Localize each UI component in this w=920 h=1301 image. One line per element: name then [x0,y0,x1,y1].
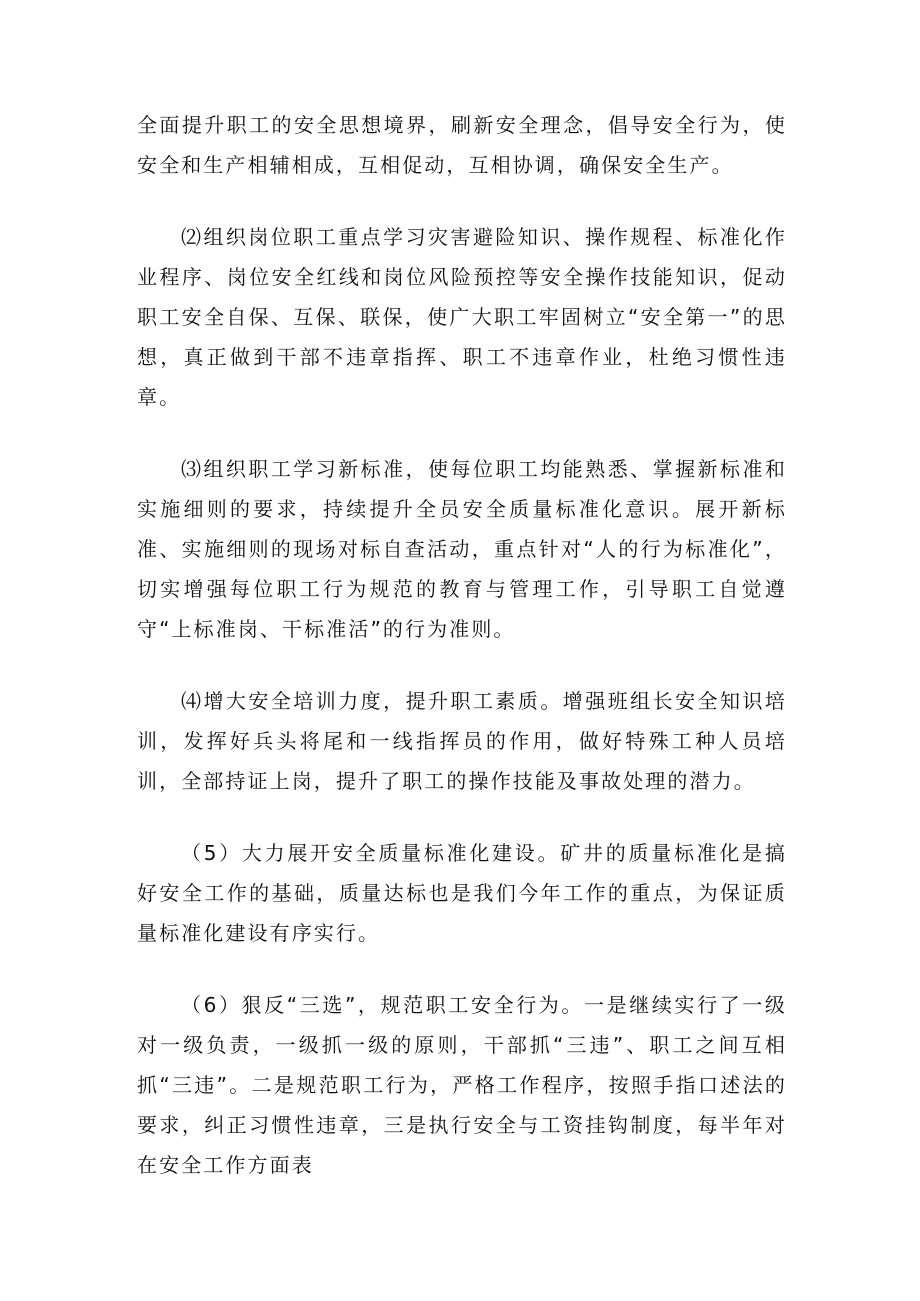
paragraph-continuation: 全面提升职工的安全思想境界，刷新安全理念，倡导安全行为，使安全和生产相辅相成，互相促动，互相协调，确保安全生产。 [137,113,787,177]
paragraph-item-6: （6）狠反“三选”，规范职工安全行为。一是继续实行了一级对一级负责，一级抓一级的原则，干部抓“三违”、职工之间互相抓“三违”。二是规范职工行为，严格工作程序，按照手指口述法的要求，纠正习惯性违章，三是执行安全与工资挂钩制度，每半年对在安全工作方面表 [137,993,787,1177]
document-body [137,105,787,1185]
paragraph-item-3: ⑶组织职工学习新标准，使每位职工均能熟悉、掌握新标准和实施细则的要求，持续提升全员安全质量标准化意识。展开新标准、实施细则的现场对标自查活动，重点针对“人的行为标准化”，切实增强每位职工行为规范的教育与管理工作，引导职工自觉遵守“上标准岗、干标准活”的行为准则。 [137,457,787,641]
paragraph-item-4: ⑷增大安全培训力度，提升职工素质。增强班组长安全知识培训，发挥好兵头将尾和一线指挥员的作用，做好特殊工种人员培训，全部持证上岗，提升了职工的操作技能及事故处理的潜力。 [137,689,787,793]
paragraph-item-2: ⑵组织岗位职工重点学习灾害避险知识、操作规程、标准化作业程序、岗位安全红线和岗位风险预控等安全操作技能知识，促动职工安全自保、互保、联保，使广大职工牢固树立“安全第一”的思想，真正做到干部不违章指挥、职工不违章作业，杜绝习惯性违章。 [137,225,787,409]
paragraph-item-5: （5）大力展开安全质量标准化建设。矿井的质量标准化是搞好安全工作的基础，质量达标也是我们今年工作的重点，为保证质量标准化建设有序实行。 [137,841,787,945]
